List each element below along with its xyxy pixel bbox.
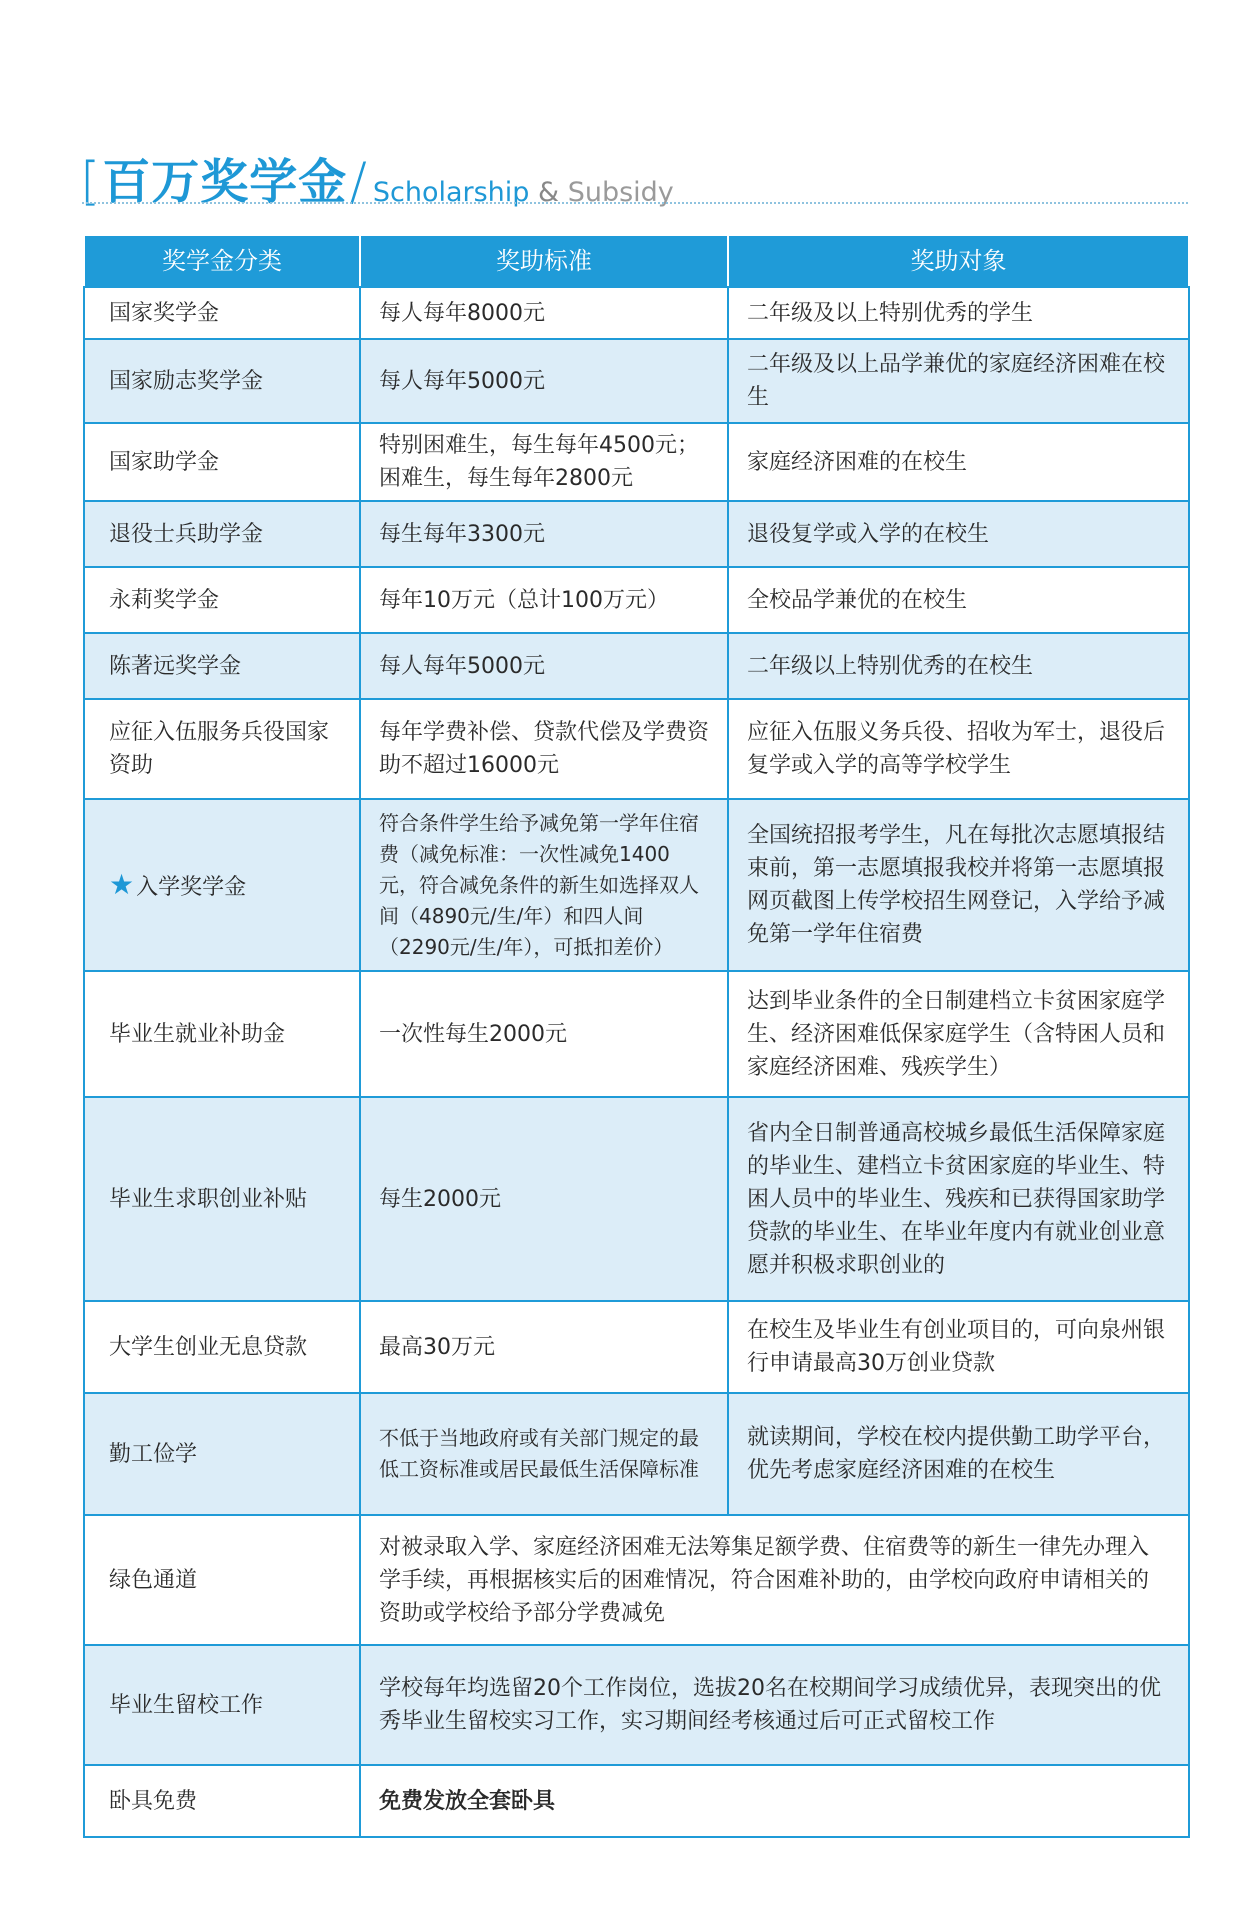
subtitle-subsidy: Subsidy <box>567 177 674 208</box>
row-category: 卧具免费 <box>84 1765 360 1837</box>
row-standard: 每年10万元（总计100万元） <box>360 567 728 633</box>
row-target: 二年级及以上特别优秀的学生 <box>728 287 1189 339</box>
subtitle-scholarship: Scholarship <box>372 177 530 208</box>
row-category: 退役士兵助学金 <box>84 501 360 567</box>
table-header-row <box>84 235 1189 287</box>
row-target: 退役复学或入学的在校生 <box>728 501 1189 567</box>
table-row <box>84 1645 1189 1765</box>
row-merged-description: 对被录取入学、家庭经济困难无法筹集足额学费、住宿费等的新生一律先办理入学手续，再根据核实后的困难情况，符合困难补助的，由学校向政府申请相关的资助或学校给予部分学费减免 <box>360 1515 1189 1645</box>
row-category <box>84 799 360 971</box>
table-row <box>84 423 1189 501</box>
table-row <box>84 1301 1189 1393</box>
subtitle-amp: & <box>538 177 560 208</box>
row-target: 达到毕业条件的全日制建档立卡贫困家庭学生、经济困难低保家庭学生（含特困人员和家庭经济困难、残疾学生） <box>728 971 1189 1097</box>
row-category: 绿色通道 <box>84 1515 360 1645</box>
row-category: 国家奖学金 <box>84 287 360 339</box>
header-standard: 奖助标准 <box>360 235 728 287</box>
page-title: 百万奖学金 <box>102 154 348 210</box>
row-target: 全国统招报考学生，凡在每批次志愿填报结束前，第一志愿填报我校并将第一志愿填报网页截图上传学校招生网登记，入学给予减免第一学年住宿费 <box>728 799 1189 971</box>
table-row <box>84 501 1189 567</box>
scholarship-table <box>83 234 1190 1838</box>
star-icon: ★ <box>109 868 135 901</box>
page-subtitle <box>373 176 674 210</box>
row-standard: 一次性每生2000元 <box>360 971 728 1097</box>
row-standard: 不低于当地政府或有关部门规定的最低工资标准或居民最低生活保障标准 <box>360 1393 728 1515</box>
row-standard: 每年学费补偿、贷款代偿及学费资助不超过16000元 <box>360 699 728 799</box>
row-standard: 每生每年3300元 <box>360 501 728 567</box>
row-category: 大学生创业无息贷款 <box>84 1301 360 1393</box>
header-bracket: [ <box>80 152 101 212</box>
row-target: 二年级及以上品学兼优的家庭经济困难在校生 <box>728 339 1189 423</box>
row-category: 国家励志奖学金 <box>84 339 360 423</box>
row-category: 毕业生就业补助金 <box>84 971 360 1097</box>
row-category: 永莉奖学金 <box>84 567 360 633</box>
row-target: 就读期间，学校在校内提供勤工助学平台，优先考虑家庭经济困难的在校生 <box>728 1393 1189 1515</box>
table-row <box>84 1765 1189 1837</box>
table-row <box>84 287 1189 339</box>
row-standard: 每生2000元 <box>360 1097 728 1301</box>
table-row <box>84 567 1189 633</box>
row-category: 毕业生求职创业补贴 <box>84 1097 360 1301</box>
table-row <box>84 699 1189 799</box>
row-standard: 每人每年5000元 <box>360 339 728 423</box>
header-category: 奖学金分类 <box>84 235 360 287</box>
row-target: 二年级以上特别优秀的在校生 <box>728 633 1189 699</box>
row-target: 在校生及毕业生有创业项目的，可向泉州银行申请最高30万创业贷款 <box>728 1301 1189 1393</box>
row-merged-description: 学校每年均选留20个工作岗位，选拔20名在校期间学习成绩优异，表现突出的优秀毕业生留校实习工作，实习期间经考核通过后可正式留校工作 <box>360 1645 1189 1765</box>
row-standard: 最高30万元 <box>360 1301 728 1393</box>
table-row <box>84 633 1189 699</box>
table-row <box>84 1097 1189 1301</box>
table-row <box>84 339 1189 423</box>
row-category: 应征入伍服务兵役国家资助 <box>84 699 360 799</box>
table-row <box>84 1393 1189 1515</box>
row-target: 家庭经济困难的在校生 <box>728 423 1189 501</box>
header-slash: / <box>349 152 367 212</box>
row-standard: 每人每年8000元 <box>360 287 728 339</box>
table-row <box>84 971 1189 1097</box>
row-target: 省内全日制普通高校城乡最低生活保障家庭的毕业生、建档立卡贫困家庭的毕业生、特困人员中的毕业生、残疾和已获得国家助学贷款的毕业生、在毕业年度内有就业创业意愿并积极求职创业的 <box>728 1097 1189 1301</box>
row-category: 毕业生留校工作 <box>84 1645 360 1765</box>
page-header <box>80 122 674 212</box>
header-divider <box>82 202 1188 204</box>
row-merged-description: 免费发放全套卧具 <box>360 1765 1189 1837</box>
header-target: 奖助对象 <box>728 235 1189 287</box>
row-category: 勤工俭学 <box>84 1393 360 1515</box>
row-standard: 符合条件学生给予减免第一学年住宿费（减免标准：一次性减免1400元，符合减免条件的新生如选择双人间（4890元/生/年）和四人间（2290元/生/年），可抵扣差价） <box>360 799 728 971</box>
row-category: 陈著远奖学金 <box>84 633 360 699</box>
row-target: 全校品学兼优的在校生 <box>728 567 1189 633</box>
row-standard: 特别困难生，每生每年4500元；困难生，每生每年2800元 <box>360 423 728 501</box>
table-row <box>84 799 1189 971</box>
row-target: 应征入伍服义务兵役、招收为军士，退役后复学或入学的高等学校学生 <box>728 699 1189 799</box>
table-row <box>84 1515 1189 1645</box>
row-category: 国家助学金 <box>84 423 360 501</box>
row-category-label: 入学奖学金 <box>136 875 247 900</box>
row-standard: 每人每年5000元 <box>360 633 728 699</box>
